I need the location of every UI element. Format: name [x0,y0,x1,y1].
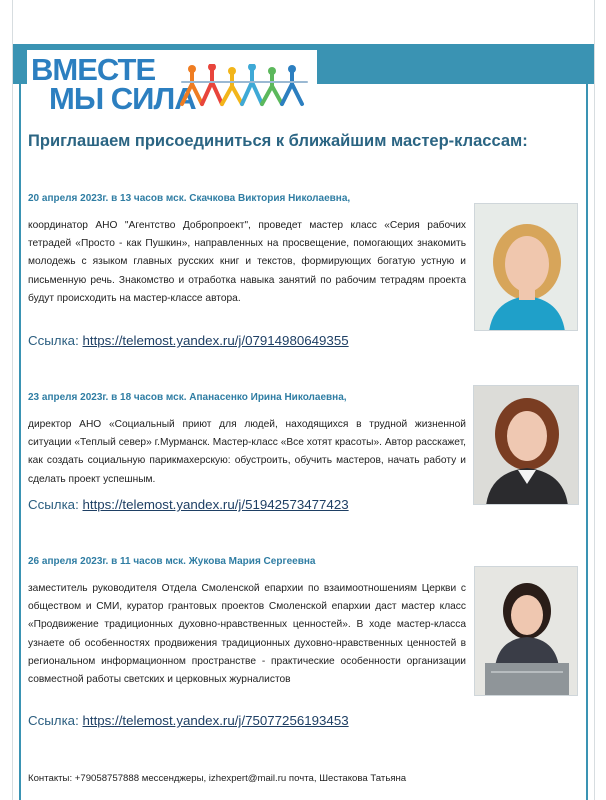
event-2-description: директор АНО «Социальный приют для людей, находящихся в трудной жизненной ситуации «Теплый север» г.Мурманск. Мастер-класс «Все хотят красоты». Автор расскажет, как создать социальную парикмахерскую: обустроить, обучить мастеров, начать работу и сделать проект успешным. [28,419,466,485]
contacts-line: Контакты: +79058757888 мессенджеры, izhexpert@mail.ru почта, Шестакова Татьяна [28,773,407,784]
event-2-link-label: Ссылка: [28,497,79,512]
invite-heading: Приглашаем присоединиться к ближайшим мастер-классам: [28,132,528,150]
logo-line2: МЫ СИЛА [49,81,196,116]
left-page-edge [0,0,13,800]
event-3-description: заместитель руководителя Отдела Смоленской епархии по взаимоотношениям Церкви с обществом и СМИ, куратор грантовых проектов Смоленской епархии даст мастер класс «Продвижение традиционных духовно-нравственных ценностей». В ходе мастер-класса узнаете об особенностях продвижения традиционных духовно-нравственных ценностей в региональном информационном пространстве - практические особенности организации совместной работы светских и церковных журналистов [28,583,466,686]
event-2-link-row [28,497,349,512]
speaker-2-photo [473,385,579,505]
logo [27,50,317,116]
event-2-link[interactable]: https://telemost.yandex.ru/j/51942573477423 [82,497,349,512]
event-1-link[interactable]: https://telemost.yandex.ru/j/07914980649355 [82,333,349,348]
people-chain-icon [177,64,317,112]
event-1-link-label: Ссылка: [28,333,79,348]
event-3-link[interactable]: https://telemost.yandex.ru/j/75077256193453 [82,713,349,728]
event-1-description: координатор АНО "Агентство Добропроект", проведет мастер класс «Серия рабочих тетрадей «Просто - как Пушкин», направленных на просвещение, помогающих знакомить молодежь с языком главных русских книг и текстов, формирующих богатую устную и письменную речь. Знакомство и отработка навыка занятий по рабочим тетрадям проекта будут происходить на мастер-классе автора. [28,220,466,304]
event-3-link-row [28,713,349,728]
speaker-1-photo [474,203,578,331]
right-page-edge [594,0,606,800]
event-2-heading: 23 апреля 2023г. в 18 часов мск. Апанасенко Ирина Николаевна, [28,392,347,403]
logo-line1: ВМЕСТЕ [31,52,156,87]
event-1-heading: 20 апреля 2023г. в 13 часов мск. Скачкова Виктория Николаевна, [28,193,351,204]
speaker-3-photo [474,566,578,696]
event-1-link-row [28,333,349,348]
event-3-heading: 26 апреля 2023г. в 11 часов мск. Жукова Мария Сергеевна [28,556,316,567]
event-3-link-label: Ссылка: [28,713,79,728]
flyer-page [13,40,594,800]
